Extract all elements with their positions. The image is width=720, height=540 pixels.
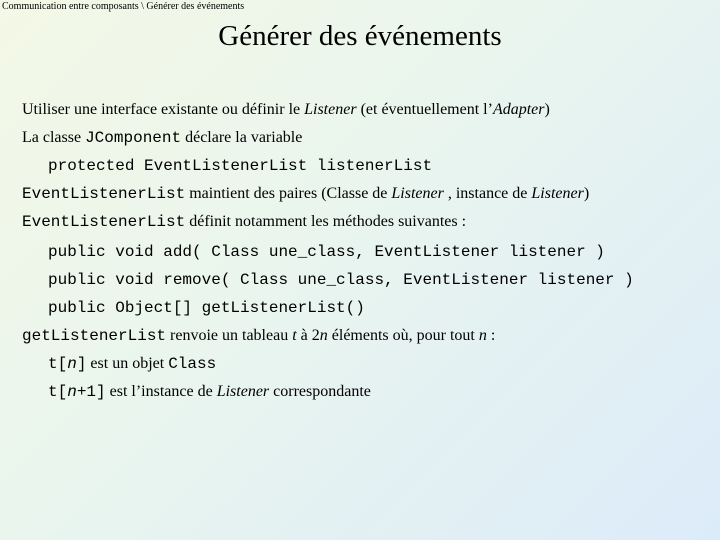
text-fragment: à 2 — [296, 327, 320, 344]
code-text: public void add( Class une_class, EventListener listener ) — [48, 243, 605, 261]
italic-code-term: n — [67, 383, 77, 401]
italic-term: n — [478, 327, 487, 344]
text-line-3 — [22, 184, 589, 204]
italic-code-term: n — [67, 355, 77, 373]
text-fragment: La classe — [22, 129, 86, 146]
text-line-6 — [48, 354, 216, 374]
text-fragment: est l’instance de — [105, 383, 217, 400]
code-line-4 — [48, 298, 365, 318]
italic-term: n — [319, 327, 328, 344]
text-fragment: , instance de — [443, 185, 532, 202]
text-fragment: définit notamment les méthodes suivantes : — [185, 213, 467, 230]
text-line-5 — [22, 326, 495, 346]
italic-term: Listener — [304, 101, 357, 118]
code-term: t[ — [48, 355, 68, 373]
italic-term: Listener — [391, 185, 444, 202]
code-line-1 — [48, 156, 432, 176]
text-fragment: éléments où, pour tout — [327, 327, 479, 344]
italic-term: Listener — [216, 383, 270, 400]
code-term: JComponent — [85, 129, 182, 147]
text-line-4 — [22, 212, 466, 232]
italic-term: t — [292, 327, 297, 344]
code-term: +1] — [76, 383, 106, 401]
text-fragment: déclare la variable — [181, 129, 303, 146]
italic-term: Listener — [531, 185, 584, 202]
code-text: public void remove( Class une_class, EventListener listener ) — [48, 271, 634, 289]
text-fragment: ) — [544, 101, 550, 118]
code-term: Class — [168, 355, 217, 373]
code-line-3 — [48, 270, 634, 290]
italic-term: Adapter — [492, 101, 545, 118]
text-line-7 — [48, 382, 371, 402]
code-term: ] — [76, 355, 87, 373]
code-term: t[ — [48, 383, 68, 401]
text-fragment: ) — [583, 185, 590, 202]
text-fragment: (et éventuellement l’ — [356, 101, 493, 118]
code-line-2 — [48, 242, 605, 262]
code-text: protected EventListenerList listenerList — [48, 157, 433, 175]
text-fragment: : — [486, 327, 496, 344]
text-fragment: renvoie un tableau — [166, 327, 293, 344]
code-term: getListenerList — [22, 327, 167, 345]
text-line-2 — [22, 128, 302, 148]
text-fragment: Utiliser une interface existante ou définir le — [22, 101, 305, 118]
breadcrumb: Communication entre composants \ Générer des événements — [2, 1, 245, 12]
text-fragment: maintient des paires (Classe de — [185, 185, 392, 202]
text-line-1 — [22, 100, 550, 120]
text-fragment: correspondante — [269, 383, 371, 400]
page-title: Générer des événements — [218, 20, 502, 52]
code-term: EventListenerList — [22, 213, 186, 231]
code-text: public Object[] getListenerList() — [48, 299, 365, 317]
text-fragment: est un objet — [86, 355, 169, 372]
code-term: EventListenerList — [22, 185, 186, 203]
